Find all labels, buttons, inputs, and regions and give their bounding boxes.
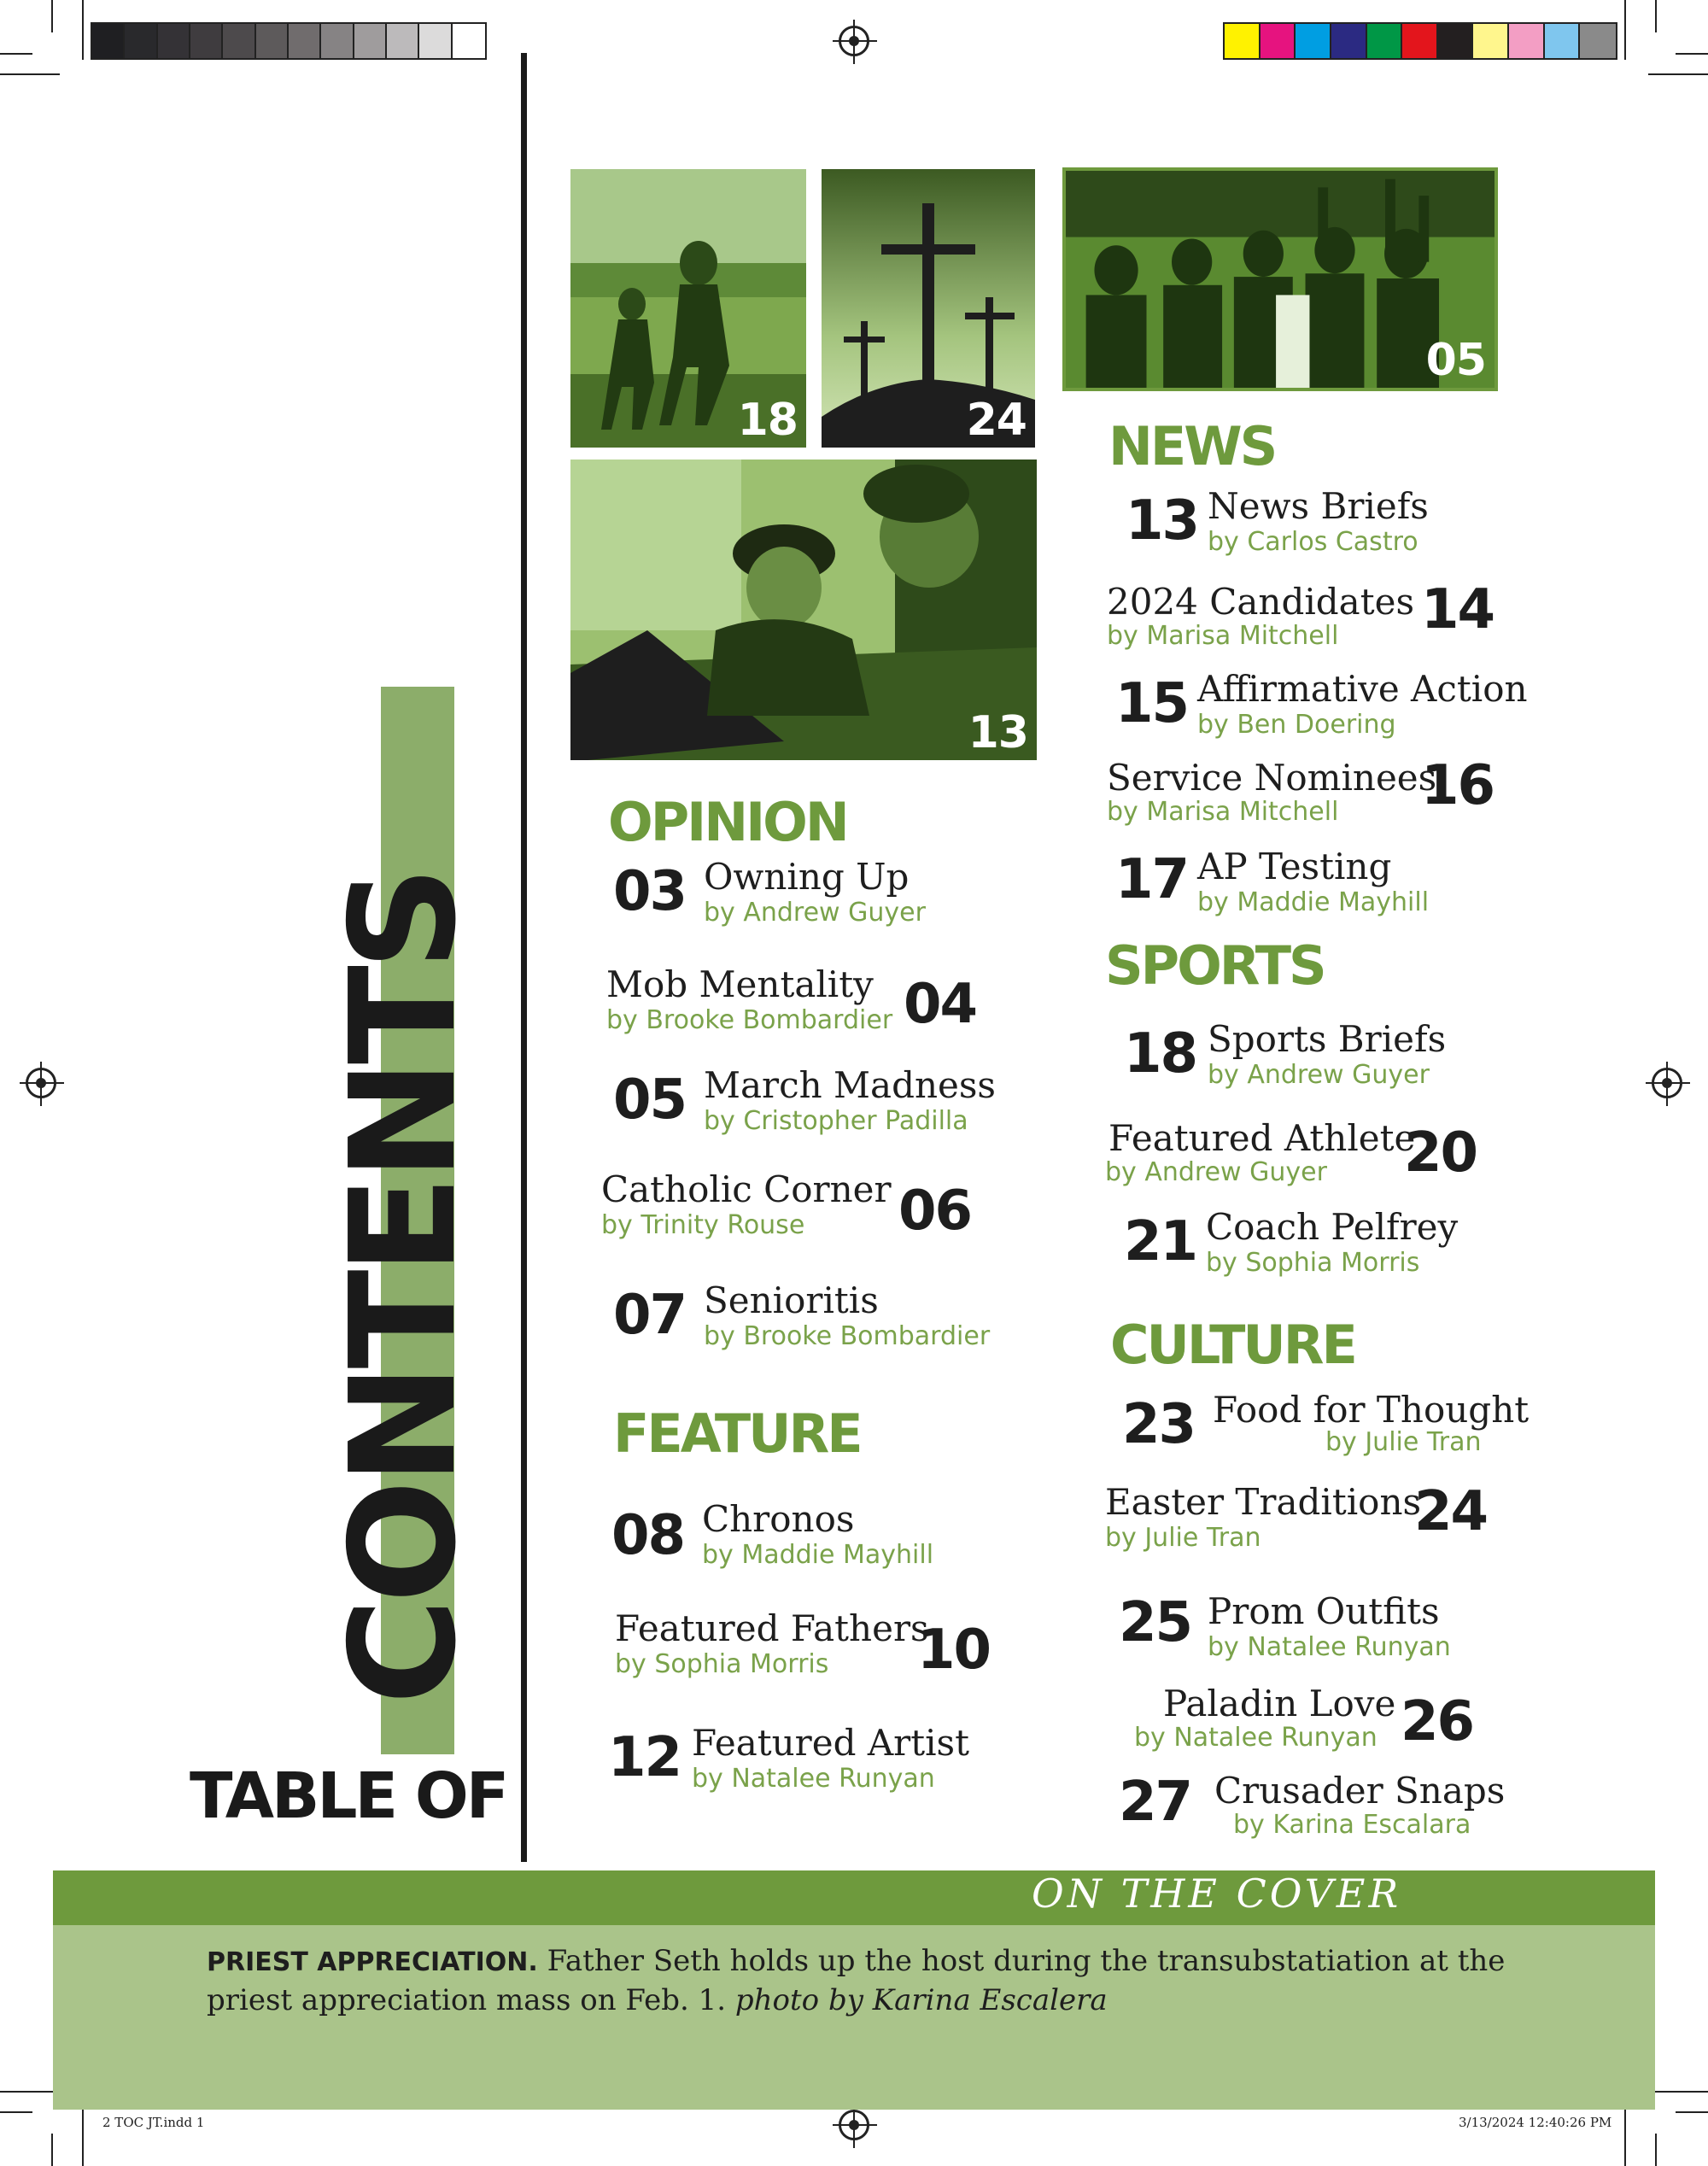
article-byline: by Marisa Mitchell bbox=[1107, 797, 1339, 827]
color-swatch bbox=[92, 24, 125, 58]
page-number: 06 bbox=[898, 1180, 972, 1243]
photo-track-runners bbox=[570, 169, 806, 448]
page-number: 07 bbox=[613, 1284, 687, 1347]
photo-page-number: 13 bbox=[968, 707, 1028, 758]
photo-three-crosses bbox=[822, 169, 1035, 448]
process-color-bar bbox=[1223, 22, 1617, 60]
color-swatch bbox=[158, 24, 190, 58]
color-swatch bbox=[1296, 24, 1331, 58]
page-number: 26 bbox=[1401, 1690, 1474, 1753]
cover-heading: ON THE COVER bbox=[1032, 1870, 1402, 1917]
color-swatch bbox=[1473, 24, 1509, 58]
registration-mark-left bbox=[26, 1068, 56, 1098]
photo-page-number: 24 bbox=[966, 395, 1027, 446]
article-title: Paladin Love bbox=[1163, 1683, 1396, 1724]
article-title: Crusader Snaps bbox=[1214, 1770, 1506, 1812]
section-heading-feature: FEATURE bbox=[613, 1402, 861, 1465]
article-title: March Madness bbox=[704, 1064, 996, 1106]
article-byline: by Sophia Morris bbox=[1206, 1248, 1420, 1278]
article-title: Service Nominees bbox=[1107, 757, 1437, 799]
color-swatch bbox=[223, 24, 255, 58]
color-swatch bbox=[1225, 24, 1261, 58]
article-title: Catholic Corner bbox=[601, 1168, 892, 1210]
color-swatch bbox=[190, 24, 223, 58]
page-number: 10 bbox=[917, 1619, 991, 1682]
color-swatch bbox=[1402, 24, 1438, 58]
article-title: Coach Pelfrey bbox=[1206, 1206, 1459, 1248]
article-byline: by Maddie Mayhill bbox=[702, 1540, 934, 1570]
section-heading-opinion: OPINION bbox=[608, 791, 847, 853]
photo-page-number: 18 bbox=[737, 395, 798, 446]
contents-title: CONTENTS bbox=[319, 870, 488, 1705]
vertical-divider bbox=[521, 53, 527, 1862]
registration-mark-right bbox=[1652, 1068, 1682, 1098]
page-number: 27 bbox=[1119, 1771, 1192, 1834]
page-number: 08 bbox=[611, 1504, 685, 1567]
photo-page-number: 05 bbox=[1425, 335, 1486, 386]
article-byline: by Maddie Mayhill bbox=[1197, 887, 1430, 917]
article-title: AP Testing bbox=[1197, 846, 1392, 887]
article-byline: by Trinity Rouse bbox=[601, 1210, 805, 1240]
article-title: Affirmative Action bbox=[1197, 668, 1528, 710]
color-swatch bbox=[1545, 24, 1581, 58]
photo-students-at-laptop bbox=[570, 460, 1037, 760]
page-number: 18 bbox=[1124, 1022, 1197, 1086]
page-number: 05 bbox=[613, 1068, 687, 1132]
page-number: 04 bbox=[904, 973, 977, 1036]
section-heading-news: NEWS bbox=[1108, 415, 1276, 477]
article-title: Featured Artist bbox=[692, 1722, 969, 1764]
article-byline: by Andrew Guyer bbox=[704, 898, 926, 928]
article-byline: by Cristopher Padilla bbox=[704, 1106, 968, 1136]
color-swatch bbox=[1261, 24, 1296, 58]
article-title: Mob Mentality bbox=[606, 963, 874, 1005]
article-title: Food for Thought bbox=[1213, 1389, 1530, 1431]
color-swatch bbox=[354, 24, 387, 58]
article-title: Sports Briefs bbox=[1208, 1018, 1447, 1060]
page-number: 17 bbox=[1115, 848, 1189, 911]
article-byline: by Brooke Bombardier bbox=[704, 1321, 991, 1351]
article-byline: by Karina Escalara bbox=[1233, 1810, 1471, 1840]
article-title: Featured Fathers bbox=[615, 1607, 929, 1649]
article-byline: by Andrew Guyer bbox=[1105, 1157, 1327, 1187]
article-byline: by Andrew Guyer bbox=[1208, 1060, 1430, 1090]
article-title: Featured Athlete bbox=[1108, 1117, 1416, 1159]
article-byline: by Carlos Castro bbox=[1208, 527, 1418, 557]
article-byline: by Julie Tran bbox=[1105, 1523, 1261, 1553]
article-title: News Briefs bbox=[1208, 485, 1429, 527]
cover-caption-lead: PRIEST APPRECIATION. bbox=[207, 1947, 538, 1977]
section-heading-sports: SPORTS bbox=[1105, 934, 1325, 997]
page-number: 03 bbox=[613, 860, 687, 923]
registration-mark-top bbox=[839, 26, 869, 56]
color-swatch bbox=[1580, 24, 1616, 58]
page-number: 14 bbox=[1421, 578, 1494, 641]
students-at-laptop-illustration bbox=[570, 460, 1037, 760]
color-swatch bbox=[1331, 24, 1367, 58]
color-swatch bbox=[1367, 24, 1403, 58]
article-byline: by Marisa Mitchell bbox=[1107, 621, 1339, 651]
page-number: 12 bbox=[608, 1726, 681, 1789]
page-number: 20 bbox=[1404, 1121, 1477, 1185]
page-number: 23 bbox=[1122, 1393, 1196, 1456]
cover-header-bar bbox=[53, 1870, 1655, 1925]
color-swatch bbox=[387, 24, 419, 58]
color-swatch bbox=[453, 24, 485, 58]
table-of-title: TABLE OF bbox=[190, 1759, 507, 1833]
color-swatch bbox=[1438, 24, 1474, 58]
cover-caption-text: Father Seth holds up the host during the transubstatiation at the priest appreciation mass on Feb. 1. bbox=[207, 1944, 1506, 2017]
article-byline: by Julie Tran bbox=[1325, 1427, 1482, 1457]
color-swatch bbox=[419, 24, 452, 58]
article-byline: by Sophia Morris bbox=[615, 1649, 829, 1679]
section-heading-culture: CULTURE bbox=[1110, 1314, 1355, 1376]
color-swatch bbox=[321, 24, 354, 58]
article-byline: by Brooke Bombardier bbox=[606, 1005, 893, 1035]
article-title: Owning Up bbox=[704, 856, 910, 898]
color-swatch bbox=[1509, 24, 1545, 58]
article-byline: by Natalee Runyan bbox=[692, 1764, 935, 1794]
file-slug: 2 TOC JT.indd 1 bbox=[102, 2115, 205, 2130]
registration-mark-bottom bbox=[839, 2110, 869, 2140]
color-swatch bbox=[289, 24, 321, 58]
page-number: 25 bbox=[1119, 1591, 1192, 1654]
page-number: 16 bbox=[1421, 754, 1494, 817]
cover-caption bbox=[207, 1942, 1539, 2019]
article-title: Prom Outfits bbox=[1208, 1590, 1440, 1632]
article-byline: by Natalee Runyan bbox=[1208, 1632, 1451, 1662]
page-number: 15 bbox=[1115, 672, 1189, 735]
page-number: 24 bbox=[1414, 1480, 1488, 1543]
article-byline: by Ben Doering bbox=[1197, 710, 1396, 740]
article-byline: by Natalee Runyan bbox=[1134, 1723, 1378, 1753]
cover-photo-credit: photo by Karina Escalera bbox=[734, 1983, 1108, 2017]
article-title: Senioritis bbox=[704, 1279, 879, 1321]
article-title: Chronos bbox=[702, 1498, 855, 1540]
page-number: 21 bbox=[1124, 1210, 1197, 1273]
photo-celebrating-team bbox=[1062, 167, 1498, 391]
page-number: 13 bbox=[1126, 489, 1199, 553]
timestamp-slug: 3/13/2024 12:40:26 PM bbox=[1459, 2115, 1612, 2130]
color-swatch bbox=[256, 24, 289, 58]
grayscale-color-bar bbox=[91, 22, 487, 60]
color-swatch bbox=[125, 24, 157, 58]
article-title: Easter Traditions bbox=[1105, 1481, 1422, 1523]
article-title: 2024 Candidates bbox=[1107, 581, 1414, 623]
